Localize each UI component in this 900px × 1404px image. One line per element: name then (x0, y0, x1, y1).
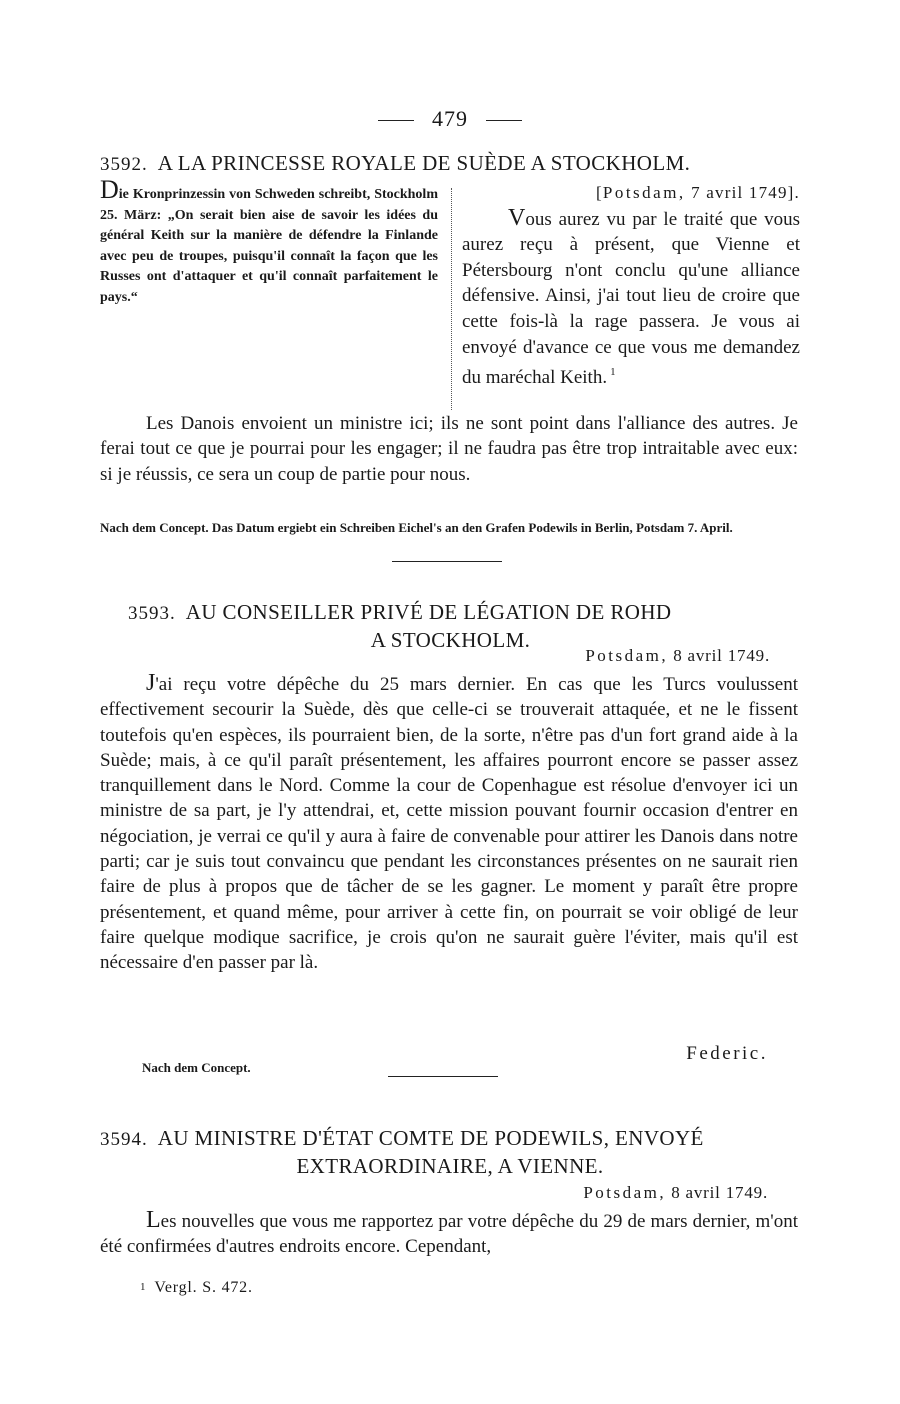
letter-3593-signature: Federic. (686, 1043, 768, 1064)
footnote-reference: 1 (610, 366, 616, 379)
body-initial: V (508, 204, 526, 231)
dateline-place: Potsdam, (602, 183, 686, 202)
letter-3592-body-full: Les Danois envoient un ministre ici; ils ne sont point dans l'alliance des autres. Je ferai tout ce que je pourrai pour les engager; il ne faudra pas être trop intraitable avec eux: si je réussis, ce sera un coup de partie pour nous. (100, 413, 798, 485)
letter-3592-dateline (462, 180, 800, 206)
section-rule (392, 561, 502, 562)
dateline-date: 7 avril 1749]. (691, 183, 800, 202)
footnote-mark: 1 (140, 1281, 147, 1293)
letter-3592-column-text (462, 180, 800, 391)
letter-title: A LA PRINCESSE ROYALE DE SUÈDE A STOCKHOLM. (157, 151, 691, 175)
page-number: 479 (432, 106, 468, 131)
letter-title-line2: A STOCKHOLM. (370, 628, 531, 652)
dateline-place: Potsdam, (583, 1183, 667, 1202)
body-column-text: ous aurez vu par le traité que vous aurez reçu à présent, que Vienne et Pétersbourg n'ont conclu qu'une alliance défensive. Ainsi, j'ai tout lieu de croire que cette fois-là la rage passera. Je vous ai envoyé d'avance ce que vous me demandez du maréchal Keith. (462, 208, 800, 389)
dateline-bracket: [ (595, 183, 603, 202)
footnote-text: Vergl. S. 472. (154, 1279, 253, 1296)
section-rule (388, 1076, 498, 1077)
letter-title-line1: AU MINISTRE D'ÉTAT COMTE DE PODEWILS, ENVOYÉ (157, 1126, 704, 1150)
letter-3592-two-column (100, 175, 800, 412)
context-note-text: ie Kronprinzessin von Schweden schreibt, Stockholm 25. März: „On serait bien aise de savoir les idées du général Keith sur la manière de défendre la Finlande avec peu de troupes, puisqu'il connaît la façon que les Russes ont d'attaquer et qu'il connaît parfaitement le pays.“ (100, 187, 438, 305)
letter-number: 3592. (100, 154, 148, 175)
body-text: es nouvelles que vous me rapportez par votre dépêche du 29 de mars dernier, m'ont été confirmées d'autres endroits encore. Cependant, (100, 1211, 798, 1258)
letter-title-line1: AU CONSEILLER PRIVÉ DE LÉGATION DE ROHD (185, 600, 672, 624)
letter-number: 3593. (128, 603, 176, 624)
letter-3593-dateline (100, 646, 770, 666)
page-number-dash-left (378, 120, 414, 121)
body-text: 'ai reçu votre dépêche du 25 mars dernier. En cas que les Turcs voulussent effectivement secourir la Suède, dès que celle-ci se trouverait attaquée, et ne le fissent toutefois qu'en espèces, ils pourraient bien, de la sorte, n'être pas d'un fort grand aide à la Suède; mais, à ce qu'il paraît présentement, les affaires pourront encore se passer assez tranquillement dans le Nord. Comme la cour de Copenhague est résolue d'envoyer ici un ministre de sa part, je l'y attendrai, et, cette mission pouvant fournir occasion d'entrer en négociation, je verrai ce qu'il y aura à faire de convenable pour attirer les Danois dans notre parti; car je suis tout convaincu que pendant les circonstances présentes on ne saurait rien faire de plus à propos que de tâcher de se les gagner. Le moment y paraît être propre présentement, et quand même, pour arriver à cette fin, on pourrait se voir obligé de leur faire quelque modique sacrifice, je crois qu'on ne saurait guère l'éviter, mais qu'il est nécessaire d'en passer par là. (100, 674, 798, 974)
body-initial: J (146, 670, 156, 696)
body-initial: L (146, 1207, 161, 1233)
letter-3593-body (100, 671, 798, 976)
letter-3594-body (100, 1208, 798, 1260)
letter-3593-source-note: Nach dem Concept. (142, 1060, 251, 1075)
letter-3594-heading (100, 1125, 800, 1179)
page-number-line (0, 106, 900, 132)
letter-3592-heading (100, 150, 800, 178)
page-number-dash-right (486, 120, 522, 121)
column-divider (451, 188, 452, 410)
footnote (140, 1279, 253, 1297)
letter-3592-context-note (100, 175, 438, 309)
letter-title-line2: EXTRAORDINAIRE, A VIENNE. (296, 1154, 604, 1178)
letter-3592-source-note: Nach dem Concept. Das Datum ergiebt ein Schreiben Eichel's an den Grafen Podewils in Berlin, Potsdam 7. April. (100, 520, 733, 535)
letter-number: 3594. (100, 1129, 148, 1150)
context-note-initial: D (100, 175, 119, 204)
letter-3592-body-column (462, 206, 800, 391)
letter-3594-dateline (100, 1183, 768, 1203)
dateline-date: 8 avril 1749. (671, 1183, 768, 1202)
dateline-place: Potsdam, (585, 646, 669, 665)
dateline-date: 8 avril 1749. (673, 646, 770, 665)
letter-3593-heading (128, 599, 773, 653)
